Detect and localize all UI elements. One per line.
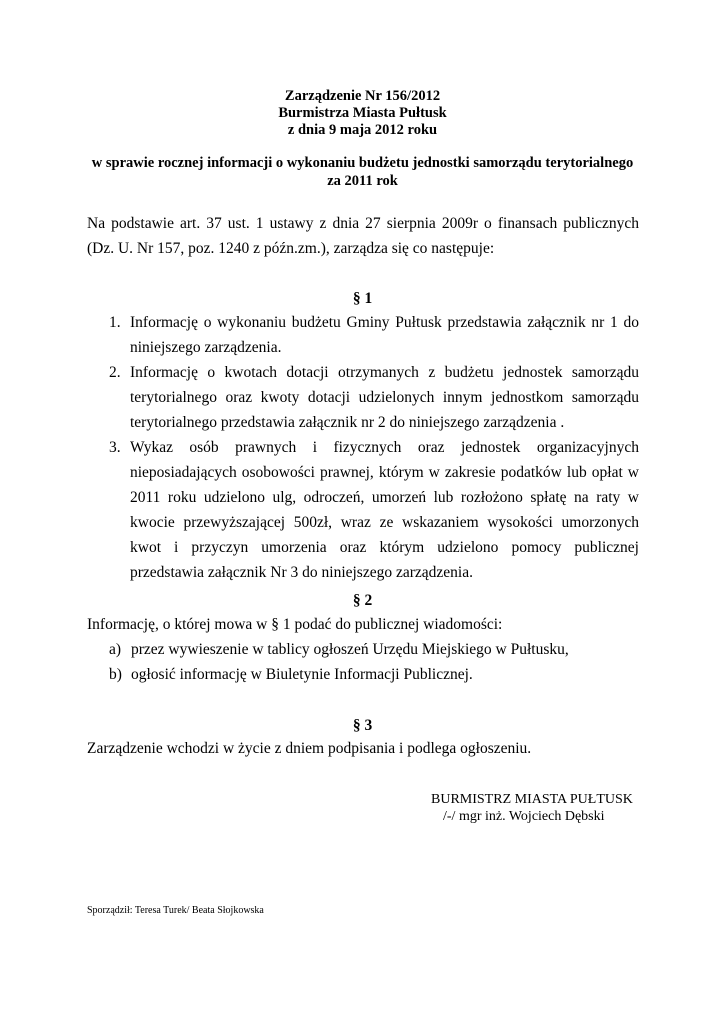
list-item: [101, 662, 639, 687]
list-item-text: Informację o wykonaniu budżetu Gminy Pułtusk przedstawia załącznik nr 1 do niniejszego zarządzenia.: [130, 314, 639, 356]
section-2-list: [101, 637, 639, 687]
list-item-text: ogłosić informację w Biuletynie Informacji Publicznej.: [131, 666, 473, 683]
section-1-title: § 1: [352, 290, 373, 307]
signature-title: BURMISTRZ MIASTA PUŁTUSK: [431, 792, 633, 807]
list-item-text: Informację o kwotach dotacji otrzymanych z budżetu jednostek samorządu terytorialnego oraz kwoty dotacji udzielonych innym jednostkom samorządu terytorialnego przedstawia załącznik nr 2 do niniejszego zarządzenia .: [130, 364, 639, 431]
signature-name: /-/ mgr inż. Wojciech Dębski: [443, 809, 605, 824]
list-item-number: 2.: [109, 364, 121, 381]
issuer: Burmistrza Miasta Pułtusk: [278, 105, 447, 121]
subject-line-2: za 2011 rok: [327, 173, 398, 189]
list-item: [87, 435, 639, 585]
document-date: z dnia 9 maja 2012 roku: [287, 122, 438, 138]
list-item-text: przez wywieszenie w tablicy ogłoszeń Urzędu Miejskiego w Pułtusku,: [131, 641, 569, 658]
list-item: [101, 637, 639, 662]
section-3-title: § 3: [352, 717, 373, 734]
list-item-letter: b): [109, 666, 122, 683]
document-number: Zarządzenie Nr 156/2012: [284, 88, 441, 104]
section-3-text: Zarządzenie wchodzi w życie z dniem podpisania i podlega ogłoszeniu.: [87, 740, 532, 757]
list-item-text: Wykaz osób prawnych i fizycznych oraz jednostek organizacyjnych nieposiadających osobowości prawnej, którym w zakresie podatków lub opłat w 2011 roku udzielono ulg, odroczeń, umorzeń lub rozłożono spłatę na raty w kwocie przewyższającej 500zł, wraz ze wskazaniem wysokości umorzonych kwot i przyczyn umorzenia oraz którym udzielono pomocy publicznej przedstawia załącznik Nr 3 do niniejszego zarządzenia.: [130, 439, 639, 581]
prepared-by: Sporządził: Teresa Turek/ Beata Słojkowska: [87, 905, 264, 916]
list-item-number: 3.: [109, 439, 121, 456]
section-1-list: [87, 310, 639, 585]
list-item-letter: a): [109, 641, 122, 658]
list-item: [87, 360, 639, 435]
preamble: Na podstawie art. 37 ust. 1 ustawy z dnia 27 sierpnia 2009r o finansach publicznych (Dz. U. Nr 157, poz. 1240 z późn.zm.), zarządza się co następuje:: [87, 215, 639, 257]
section-2-title: § 2: [352, 592, 373, 609]
list-item: [87, 310, 639, 360]
list-item-number: 1.: [109, 314, 121, 331]
section-2-intro: Informację, o której mowa w § 1 podać do publicznej wiadomości:: [87, 616, 503, 633]
subject-line-1: w sprawie rocznej informacji o wykonaniu budżetu jednostki samorządu terytorialnego: [91, 155, 634, 171]
